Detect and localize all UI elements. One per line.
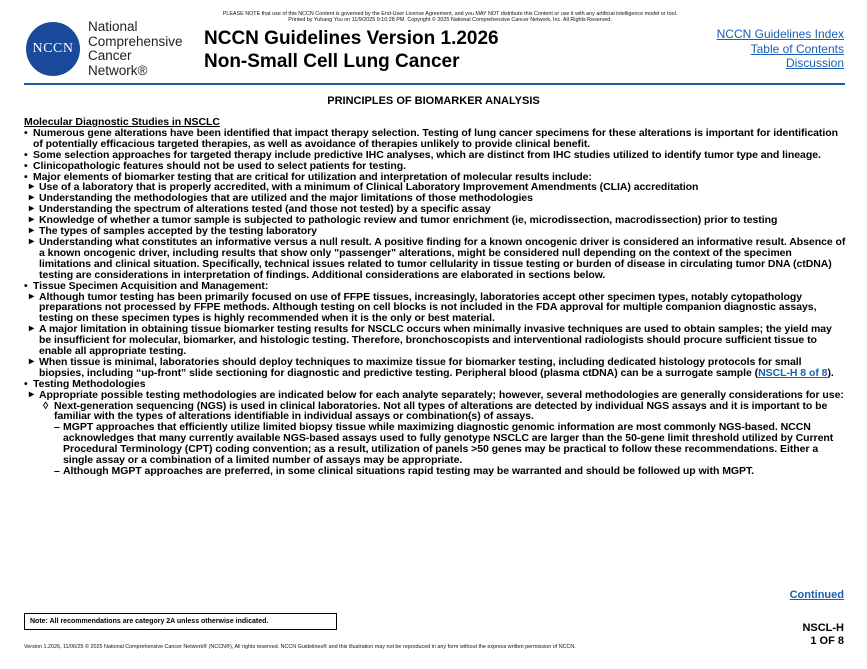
subsection-heading: Molecular Diagnostic Studies in NSCLC — [24, 116, 220, 128]
org-name-line-1: National — [88, 19, 138, 34]
top-navigation-links — [717, 27, 844, 71]
sub-bullet-ffpe: ▸ Although tumor testing has been primarily focused on use of FFPE tissues, increasingly, laboratories accept other specimen types, notably cytopathology preparations not processed by FFPE methods. Although testing on cell blocks is not included in the FDA approval for multiple companion diagnostic assays, testing on these specimen types is highly recommended when it is the only or best material. — [24, 292, 846, 325]
sub-bullet-possible-methodologies: ▸ Appropriate possible testing methodologies are indicated below for each analyte separately; however, several methodologies are generally considerations for use: — [24, 390, 846, 401]
bullet-gene-alterations: • Numerous gene alterations have been identified that impact therapy selection. Testing of lung cancer specimens for these alterations is important for identification of potentially efficacious targeted therapies, as well as avoidance of therapies unlikely to provide clinical benefit. — [24, 128, 846, 150]
sub-bullet-minimal-tissue — [24, 357, 846, 379]
bullet-major-elements: • Major elements of biomarker testing that are critical for utilization and interpretation of molecular results include: — [24, 172, 846, 183]
sub-bullet-minimally-invasive: ▸ A major limitation in obtaining tissue biomarker testing results for NSCLC occurs when minimally invasive techniques are used to obtain samples; the yield may be insufficient for molecular, biomarker, and histologic testing. Therefore, bronchoscopists and interventional radiologists should procure sufficient tissue to enable all appropriate testing. — [24, 324, 846, 357]
bullet-ihc-selection: • Some selection approaches for targeted therapy include predictive IHC analyses, which are distinct from IHC studies utilized to identify tumor type and lineage. — [24, 150, 846, 161]
page-code — [802, 622, 844, 648]
item-mgpt-approaches: – MGPT approaches that efficiently utilize limited biopsy tissue while maximizing diagnostic genomic information are most commonly NGS-based. NCCN acknowledges that many currently available NGS-based assays used to fully genotype NSCLC are larger than the 50-gene limit threshold utilized by Current Procedural Terminology (CPT) coding convention; as a result, utilization of panels >50 genes may be practical to follow these recommendations. Either a single assay or a combination of a limited number of assays may be appropriate. — [24, 422, 846, 466]
disclaimer-line-2: Printed by Yuhang You on 11/9/2025 9:10:28 PM. Copyright © 2025 National Comprehensive Cancer Network, Inc. All Rights Reserved. — [288, 17, 612, 23]
minimal-tissue-text: When tissue is minimal, laboratories should deploy techniques to maximize tissue for biomarker testing, including dedicated histology protocols for small biopsies, including “up-front” slide sectioning for diagnostic and predictive testing. Peripheral blood (plasma ctDNA) can be a surrogate sample ( — [39, 355, 802, 379]
org-name-line-2: Comprehensive — [88, 33, 183, 49]
sub-bullet-pathologic-review: ▸ Knowledge of whether a tumor sample is subjected to pathologic review and tumor enrichment (ie, microdissection, macrodissection) prior to testing — [24, 215, 846, 226]
minimal-tissue-end: ). — [827, 366, 834, 379]
guideline-topic-title: Non-Small Cell Lung Cancer — [204, 51, 460, 72]
sub-bullet-methodologies: ▸ Understanding the methodologies that are utilized and the major limitations of those methodologies — [24, 193, 846, 204]
category-note: Note: All recommendations are category 2A unless otherwise indicated. — [24, 613, 337, 630]
sub-bullet-sample-types: ▸ The types of samples accepted by the testing laboratory — [24, 226, 846, 237]
nccn-logo — [26, 22, 80, 76]
main-content — [24, 117, 846, 477]
bullet-testing-methodologies: • Testing Methodologies — [24, 379, 846, 390]
page-code-id: NSCL-H — [802, 622, 844, 634]
sub-bullet-accreditation: ▸ Use of a laboratory that is properly accredited, with a minimum of Clinical Laboratory Improvement Amendments (CLIA) accreditation — [24, 182, 846, 193]
table-of-contents-link[interactable]: Table of Contents — [750, 41, 844, 56]
item-mgpt-rapid-testing: – Although MGPT approaches are preferred, in some clinical situations rapid testing may be warranted and should be followed up with MGPT. — [24, 466, 846, 477]
sub-bullet-informative-result: ▸ Understanding what constitutes an informative versus a null result. A positive finding for a known oncogenic driver is considered an informative result. Absence of a known oncogenic driver, including results that show only "passenger" alterations, might be considered null depending on the context of the specimen limitations and clinical situation. Specifically, technical issues related to tumor cellularity in tissue testing or burden of disease in circulating tumor DNA (ctDNA) testing are considerations in interpretation of findings. Additional considerations are elaborated in sections below. — [24, 237, 846, 281]
org-name — [88, 20, 183, 78]
copyright-footer: Version 1.2026, 11/06/25 © 2025 National Comprehensive Cancer Network® (NCCN®), All rights reserved. NCCN Guidelines® and this illustration may not be reproduced in any form without the express written permission of NCCN. — [24, 644, 576, 650]
sub-bullet-spectrum: ▸ Understanding the spectrum of alterations tested (and those not tested) by a specific assay — [24, 204, 846, 215]
section-title: PRINCIPLES OF BIOMARKER ANALYSIS — [327, 95, 540, 107]
org-name-line-3: Cancer — [88, 48, 132, 63]
license-disclaimer — [150, 11, 750, 23]
item-ngs: ◊ Next-generation sequencing (NGS) is used in clinical laboratories. Not all types of alterations are detected by individual NGS assays and it is important to be familiar with the types of alterations identifiable in individual assays or combination(s) of assays. — [24, 401, 846, 423]
page-number: 1 OF 8 — [810, 635, 844, 647]
disclaimer-line-1: PLEASE NOTE that use of this NCCN Content is governed by the End-User License Agreement, and you MAY NOT distribute this Content or use it with any artificial intelligence model or tool. — [222, 11, 678, 17]
continued-link[interactable]: Continued — [789, 589, 844, 601]
guidelines-index-link[interactable]: NCCN Guidelines Index — [716, 27, 844, 41]
org-name-line-4: Network® — [88, 62, 148, 78]
nscl-h-8-link[interactable]: NSCL-H 8 of 8 — [758, 366, 828, 379]
guideline-version-title: NCCN Guidelines Version 1.2026 — [204, 28, 499, 49]
header-divider — [24, 83, 845, 85]
discussion-link[interactable]: Discussion — [785, 56, 844, 70]
bullet-clinicopathologic: • Clinicopathologic features should not be used to select patients for testing. — [24, 161, 846, 172]
logo-mark: NCCN — [32, 41, 74, 56]
bullet-tissue-acquisition: • Tissue Specimen Acquisition and Management: — [24, 281, 846, 292]
